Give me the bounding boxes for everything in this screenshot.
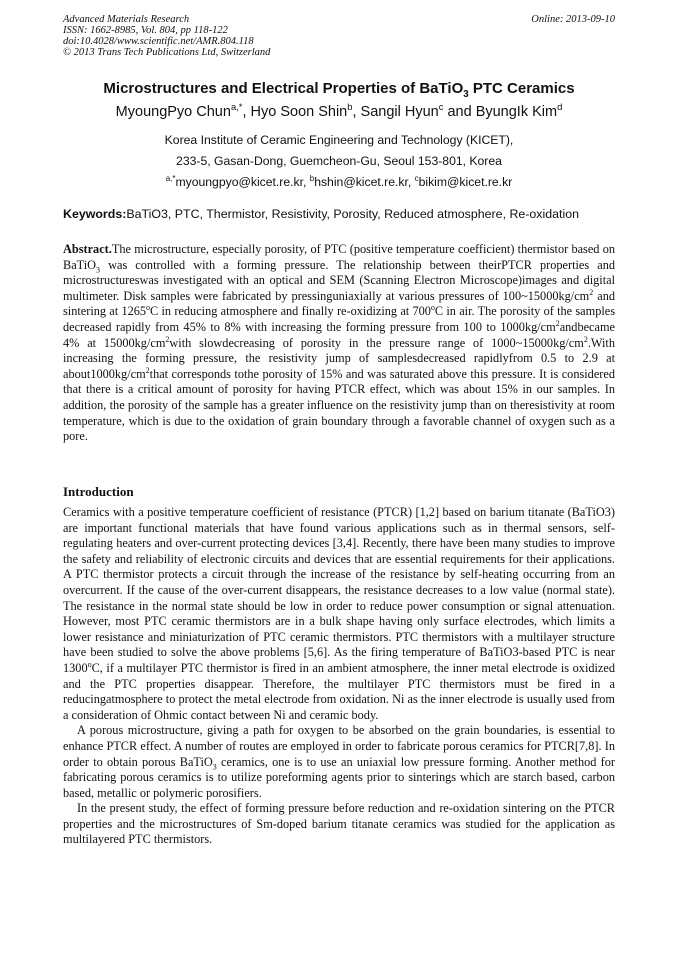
- abstract-sup: 2: [555, 318, 560, 328]
- abstract-sup: 2: [165, 334, 170, 344]
- abstract-sub: 3: [96, 265, 101, 275]
- intro-paragraph-1: [63, 505, 615, 723]
- intro-text: C, if a multilayer PTC thermistor is fired in an ambient atmosphere, the inner metal electrode is oxidized and the PTC properties disappear. Therefore, the multilayer PTC thermistors must be fired in a reducingatmosphere to protect the metal electrode from oxidation. Ni as the inner electrode is usually used from a consideration of Ohmic contact between Ni and ceramic body.: [63, 660, 615, 722]
- abstract-text: and sintering at 1265: [63, 288, 615, 319]
- issn-line: ISSN: 1662-8985, Vol. 804, pp 118-122: [63, 25, 228, 36]
- author-name: Hyo Soon Shin: [250, 104, 348, 120]
- copyright-line: © 2013 Trans Tech Publications Ltd, Switzerland: [63, 47, 271, 58]
- abstract-text: .With increasing the forming pressure, the resistivity jump of samplesdecreased rapidlyfrom 0.5 to 2.9 at about1000kg/cm: [63, 335, 615, 381]
- author-sup: d: [557, 101, 563, 113]
- intro-sub: 3: [212, 761, 217, 771]
- author-sup: a,*: [230, 101, 243, 113]
- abstract-sup: 2: [145, 365, 150, 375]
- author-sep: ,: [352, 104, 361, 120]
- title-subscript: 3: [463, 89, 469, 100]
- intro-paragraph-3: In the present study, the effect of forming pressure before reduction and re-oxidation sintering on the PTCR properties and the microstructures of Sm-doped barium titanate ceramics was studied for the application as multilayered PTC thermistors.: [63, 801, 615, 847]
- abstract-sup: o: [146, 303, 151, 313]
- email-sup: b: [309, 173, 315, 183]
- journal-header: [63, 14, 615, 58]
- email-sup: c: [414, 173, 419, 183]
- author-sup: b: [347, 101, 353, 113]
- abstract-text: andbecame 4% at 15000kg/cm: [63, 319, 615, 350]
- paper-title: [40, 80, 638, 100]
- author-sep: ,: [242, 104, 251, 120]
- keywords-text: BaTiO3, PTC, Thermistor, Resistivity, Porosity, Reduced atmosphere, Re-oxidation: [126, 207, 580, 221]
- keywords: [63, 207, 623, 221]
- online-date: Online: 2013-09-10: [531, 14, 615, 25]
- introduction-heading: Introduction: [63, 484, 134, 499]
- abstract-sup: o: [430, 303, 435, 313]
- email-line: [40, 175, 638, 189]
- affiliation-line-2: 233-5, Gasan-Dong, Guemcheon-Gu, Seoul 153-801, Korea: [176, 154, 502, 168]
- affiliation-line-1: Korea Institute of Ceramic Engineering and Technology (KICET),: [164, 133, 514, 147]
- email-link: hshin@kicet.re.kr,: [314, 175, 415, 189]
- journal-name: Advanced Materials Research: [63, 14, 190, 25]
- abstract-sup: 2: [583, 334, 588, 344]
- email-sup: a,*: [165, 173, 176, 183]
- author-sep: and: [443, 104, 476, 120]
- email-link: bikim@kicet.re.kr: [418, 175, 513, 189]
- intro-text: ceramics, one is to use an uniaxial low pressure forming. Another method for fabricating porous ceramics is to utilize poreforming agents prior to sinterings which are starch based, carbon based, metallic or polymeric porosifiers.: [63, 754, 615, 800]
- title-text: Microstructures and Electrical Properties of BaTiO: [103, 80, 464, 97]
- intro-text: Ceramics with a positive temperature coefficient of resistance (PTCR) [1,2] based on barium titanate (BaTiO3) are important functional materials that have found various applications such as in thermal sensors, self-regulating heaters and over-current protecting devices [3,4]. Recently, there have been many studies to improve the safety and reliability of electronic circuits and devices that are essential requirements for their applications. A PTC thermistor protects a circuit through the increase of the resistance by self-heating occurring from an overcurrent. If the cause of the over-current disappears, the resistance decreases to a low value (normal state). The resistance in the normal state should be low in order to reduce power consumption or signal attenuation. However, most PTC ceramic thermistors are in a bulk shape having only surface electrodes, which limits a lower resistance and miniaturization of PTC ceramic thermistors. PTC thermistors with a multilayer structure have been studied to solve the above problems [5,6]. As the firing temperature of BaTiO3-based PTC is near 1300: [63, 505, 615, 675]
- abstract: [63, 242, 615, 445]
- introduction-body: [63, 505, 615, 848]
- author-name: Sangil Hyun: [360, 104, 439, 120]
- intro-sup: o: [87, 659, 92, 669]
- abstract-text: The microstructure, especially porosity, of PTC (positive temperature coefficient) thermistor based on BaTiO: [63, 242, 615, 272]
- title-text-end: PTC Ceramics: [468, 80, 575, 97]
- author-sup: c: [438, 101, 444, 113]
- author-name: MyoungPyo Chun: [115, 104, 231, 120]
- intro-paragraph-2: [63, 723, 615, 801]
- abstract-text: was controlled with a forming pressure. The relationship between theirPTCR properties and microstructureswas investigated with an optical and SEM (Scanning Electron Microscope)images and digital multimeter. Disk samples were fabricated by pressinguniaxially at various pressures of 100~15000kg/cm: [63, 257, 615, 303]
- abstract-text: with slowdecreasing of porosity in the pressure range of 1000~15000kg/cm: [169, 335, 584, 350]
- abstract-label: Abstract.: [63, 242, 112, 256]
- abstract-sup: 2: [589, 287, 594, 297]
- abstract-text: C in reducing atmosphere and finally re-oxidizing at 700: [150, 304, 431, 319]
- intro-text: A porous microstructure, giving a path for oxygen to be absorbed on the grain boundaries, is essential to enhance PTCR effect. A number of routes are employed in order to fabricate porous ceramics for PTCR[7,8]. In order to obtain porous BaTiO: [63, 723, 615, 769]
- abstract-text: C in air. The porosity of the samples decreased rapidly from 45% to 8% with increasing the forming pressure from 100 to 1000kg/cm: [63, 304, 615, 334]
- author-list: [40, 101, 638, 120]
- doi-line: doi:10.4028/www.scientific.net/AMR.804.118: [63, 36, 254, 47]
- email-link: myoungpyo@kicet.re.kr,: [175, 175, 310, 189]
- keywords-label: Keywords:: [63, 207, 127, 221]
- author-name: ByungIk Kim: [475, 104, 558, 120]
- abstract-text: that corresponds tothe porosity of 15% and was saturated above this pressure. It is considered that there is a critical amount of porosity for having PTCR effect, which was about 15% in our samples. In addition, the porosity of the sample has a greater influence on the resistivity jump than on theresistivity at room temperature, which is due to the oxidation of grain boundary through a favorable channel of oxygen such as a pore.: [63, 366, 615, 444]
